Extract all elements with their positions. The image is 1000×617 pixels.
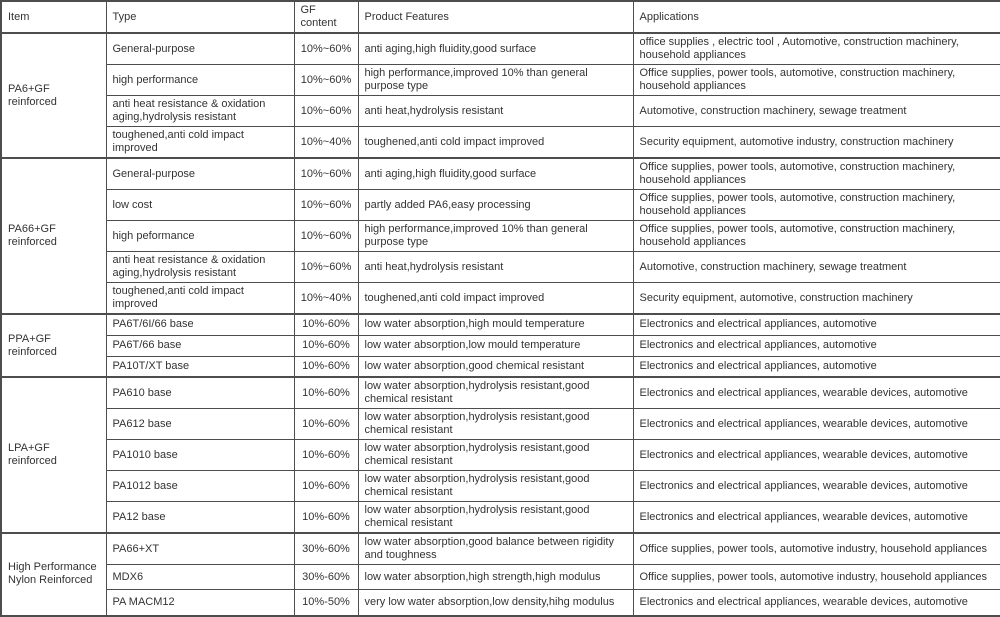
cell-applications: Automotive, construction machinery, sewage treatment: [633, 96, 1000, 127]
item-cell-pa66-gf: PA66+GF reinforced: [1, 158, 106, 314]
cell-product-features: low water absorption,good balance between rigidity and toughness: [358, 533, 633, 565]
cell-type: PA6T/6I/66 base: [106, 314, 294, 335]
table-row: [1, 533, 1000, 565]
cell-applications: Office supplies, power tools, automotive, construction machinery, household appliances: [633, 158, 1000, 190]
item-cell-ppa-gf: PPA+GF reinforced: [1, 314, 106, 377]
cell-type: low cost: [106, 190, 294, 221]
cell-gf-content: 10%~60%: [294, 158, 358, 190]
column-header-item: Item: [1, 1, 106, 33]
table-row: [1, 590, 1000, 616]
cell-product-features: low water absorption,hydrolysis resistant,good chemical resistant: [358, 502, 633, 534]
cell-product-features: anti aging,high fluidity,good surface: [358, 33, 633, 65]
table-row: [1, 502, 1000, 534]
cell-type: General-purpose: [106, 158, 294, 190]
table-row: [1, 356, 1000, 377]
cell-product-features: toughened,anti cold impact improved: [358, 283, 633, 315]
cell-type: anti heat resistance & oxidation aging,hydrolysis resistant: [106, 252, 294, 283]
cell-applications: Security equipment, automotive, construction machinery: [633, 283, 1000, 315]
column-header-applications: Applications: [633, 1, 1000, 33]
table-row: [1, 221, 1000, 252]
cell-applications: Office supplies, power tools, automotive, construction machinery, household appliances: [633, 221, 1000, 252]
cell-type: PA MACM12: [106, 590, 294, 616]
item-cell-high-performance: High Performance Nylon Reinforced: [1, 533, 106, 616]
cell-gf-content: 30%-60%: [294, 533, 358, 565]
cell-product-features: anti aging,high fluidity,good surface: [358, 158, 633, 190]
cell-applications: office supplies , electric tool , Automotive, construction machinery, household appliances: [633, 33, 1000, 65]
cell-type: high performance: [106, 65, 294, 96]
cell-product-features: low water absorption,good chemical resistant: [358, 356, 633, 377]
cell-gf-content: 10%-60%: [294, 314, 358, 335]
column-header-type: Type: [106, 1, 294, 33]
cell-product-features: partly added PA6,easy processing: [358, 190, 633, 221]
cell-gf-content: 10%-60%: [294, 377, 358, 409]
cell-applications: Automotive, construction machinery, sewage treatment: [633, 252, 1000, 283]
cell-product-features: low water absorption,hydrolysis resistant,good chemical resistant: [358, 440, 633, 471]
cell-product-features: low water absorption,hydrolysis resistant,good chemical resistant: [358, 377, 633, 409]
cell-type: PA610 base: [106, 377, 294, 409]
cell-product-features: low water absorption,high mould temperature: [358, 314, 633, 335]
cell-gf-content: 10%~60%: [294, 221, 358, 252]
cell-applications: Electronics and electrical appliances, wearable devices, automotive: [633, 440, 1000, 471]
cell-gf-content: 10%-50%: [294, 590, 358, 616]
cell-gf-content: 30%-60%: [294, 565, 358, 590]
cell-type: PA612 base: [106, 409, 294, 440]
table-row: [1, 377, 1000, 409]
table-row: [1, 65, 1000, 96]
cell-gf-content: 10%-60%: [294, 502, 358, 534]
cell-type: toughened,anti cold impact improved: [106, 127, 294, 159]
cell-applications: Electronics and electrical appliances, automotive: [633, 335, 1000, 356]
cell-product-features: toughened,anti cold impact improved: [358, 127, 633, 159]
cell-gf-content: 10%-60%: [294, 409, 358, 440]
cell-type: anti heat resistance & oxidation aging,hydrolysis resistant: [106, 96, 294, 127]
table-row: [1, 409, 1000, 440]
cell-gf-content: 10%-60%: [294, 335, 358, 356]
cell-type: toughened,anti cold impact improved: [106, 283, 294, 315]
cell-gf-content: 10%~40%: [294, 127, 358, 159]
cell-applications: Electronics and electrical appliances, automotive: [633, 356, 1000, 377]
item-cell-pa6-gf: PA6+GF reinforced: [1, 33, 106, 158]
cell-type: PA12 base: [106, 502, 294, 534]
cell-type: PA6T/66 base: [106, 335, 294, 356]
table-row: [1, 33, 1000, 65]
item-cell-lpa-gf: LPA+GF reinforced: [1, 377, 106, 533]
cell-gf-content: 10%~60%: [294, 96, 358, 127]
cell-product-features: high performance,improved 10% than general purpose type: [358, 221, 633, 252]
cell-product-features: low water absorption,low mould temperature: [358, 335, 633, 356]
column-header-gf-content: GF content: [294, 1, 358, 33]
cell-applications: Office supplies, power tools, automotive industry, household appliances: [633, 533, 1000, 565]
cell-applications: Office supplies, power tools, automotive industry, household appliances: [633, 565, 1000, 590]
table-row: [1, 335, 1000, 356]
cell-type: PA10T/XT base: [106, 356, 294, 377]
column-header-product-features: Product Features: [358, 1, 633, 33]
cell-gf-content: 10%~60%: [294, 33, 358, 65]
table-row: [1, 127, 1000, 159]
cell-gf-content: 10%-60%: [294, 440, 358, 471]
cell-type: General-purpose: [106, 33, 294, 65]
table-row: [1, 190, 1000, 221]
cell-applications: Electronics and electrical appliances, automotive: [633, 314, 1000, 335]
cell-type: PA66+XT: [106, 533, 294, 565]
table-row: [1, 96, 1000, 127]
cell-applications: Office supplies, power tools, automotive, construction machinery, household appliances: [633, 190, 1000, 221]
table-row: [1, 158, 1000, 190]
cell-gf-content: 10%~60%: [294, 65, 358, 96]
cell-type: PA1010 base: [106, 440, 294, 471]
table-row: [1, 252, 1000, 283]
header-row: [1, 1, 1000, 33]
cell-gf-content: 10%-60%: [294, 471, 358, 502]
cell-type: PA1012 base: [106, 471, 294, 502]
cell-applications: Electronics and electrical appliances, wearable devices, automotive: [633, 471, 1000, 502]
cell-applications: Electronics and electrical appliances, wearable devices, automotive: [633, 502, 1000, 534]
cell-type: high peformance: [106, 221, 294, 252]
cell-gf-content: 10%~40%: [294, 283, 358, 315]
table-row: [1, 283, 1000, 315]
cell-applications: Electronics and electrical appliances, wearable devices, automotive: [633, 377, 1000, 409]
cell-applications: Electronics and electrical appliances, wearable devices, automotive: [633, 409, 1000, 440]
cell-applications: Security equipment, automotive industry, construction machinery: [633, 127, 1000, 159]
cell-product-features: anti heat,hydrolysis resistant: [358, 96, 633, 127]
cell-product-features: low water absorption,hydrolysis resistant,good chemical resistant: [358, 471, 633, 502]
cell-product-features: low water absorption,high strength,high modulus: [358, 565, 633, 590]
cell-product-features: anti heat,hydrolysis resistant: [358, 252, 633, 283]
cell-applications: Electronics and electrical appliances, wearable devices, automotive: [633, 590, 1000, 616]
cell-product-features: high performance,improved 10% than general purpose type: [358, 65, 633, 96]
cell-gf-content: 10%~60%: [294, 190, 358, 221]
table-row: [1, 440, 1000, 471]
cell-type: MDX6: [106, 565, 294, 590]
table-row: [1, 471, 1000, 502]
cell-applications: Office supplies, power tools, automotive, construction machinery, household appliances: [633, 65, 1000, 96]
table-row: [1, 565, 1000, 590]
cell-gf-content: 10%-60%: [294, 356, 358, 377]
cell-gf-content: 10%~60%: [294, 252, 358, 283]
cell-product-features: very low water absorption,low density,hihg modulus: [358, 590, 633, 616]
cell-product-features: low water absorption,hydrolysis resistant,good chemical resistant: [358, 409, 633, 440]
table-row: [1, 314, 1000, 335]
